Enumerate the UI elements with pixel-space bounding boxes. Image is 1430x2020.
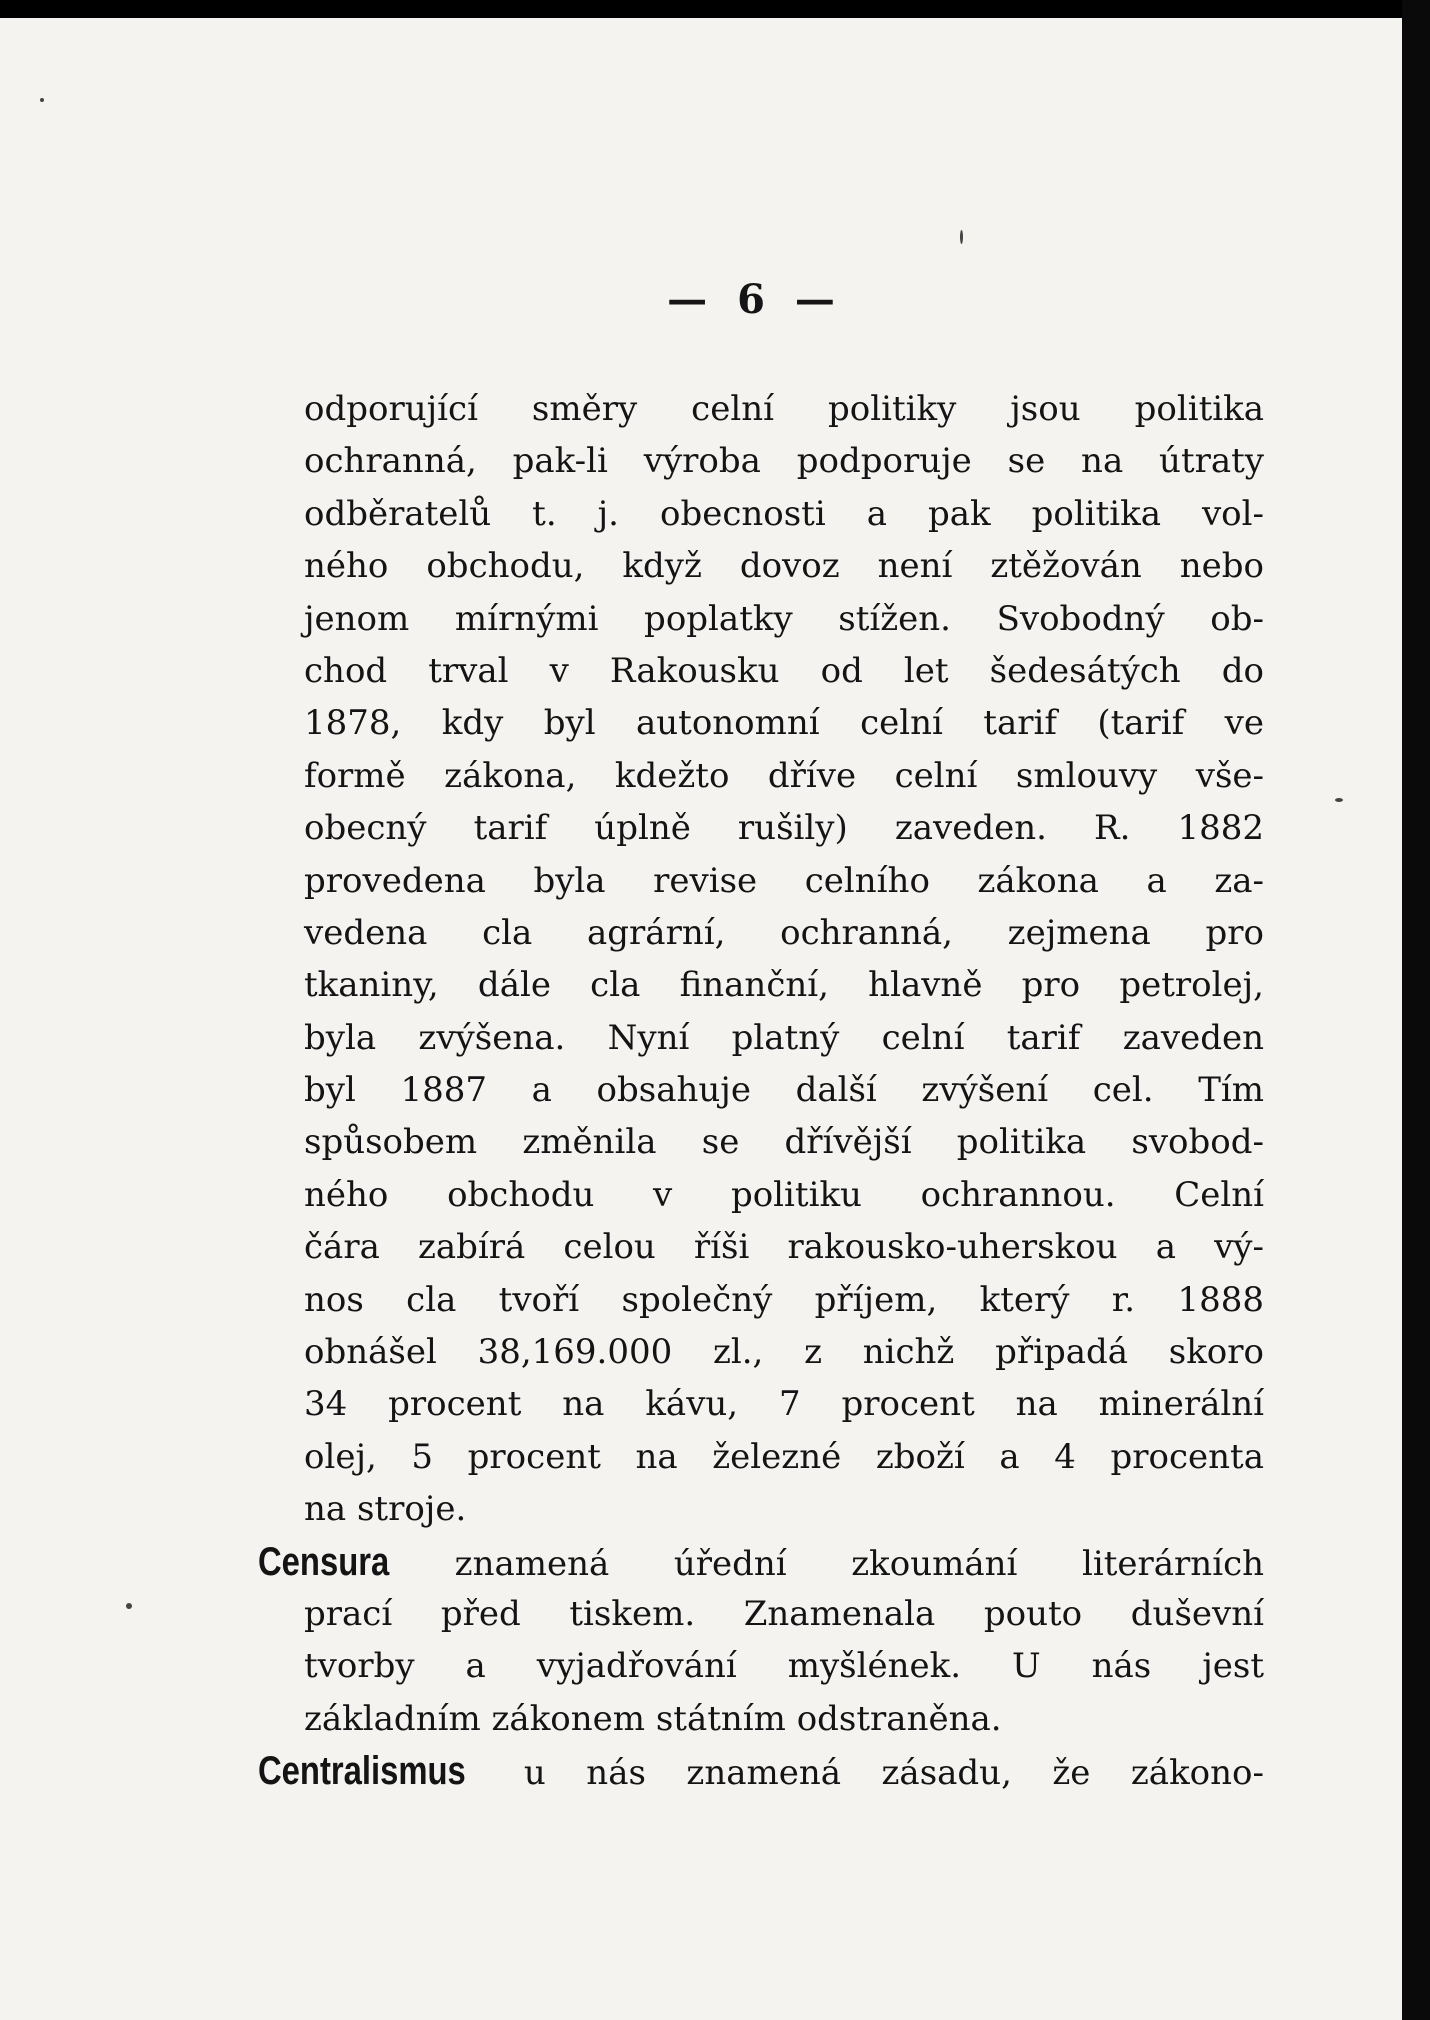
text-line: nos cla tvoří společný příjem, který r. 1888	[304, 1279, 1264, 1320]
page-edge	[1402, 0, 1430, 2020]
text-line: odběratelů t. j. obecnosti a pak politika vol-	[304, 493, 1264, 534]
text-line: provedena byla revise celního zákona a za-	[304, 860, 1264, 901]
text-line: čára zabírá celou říši rakousko-uherskou a vý-	[304, 1227, 1264, 1268]
text-line: formě zákona, kdežto dříve celní smlouvy vše-	[304, 755, 1264, 796]
page-number: — 6 —	[667, 276, 843, 323]
print-speck	[126, 1603, 132, 1609]
text-line: ného obchodu, když dovoz není ztěžován nebo	[304, 546, 1264, 587]
entry-centralismus	[258, 1745, 1264, 1797]
print-speck	[960, 230, 963, 244]
text-line: na stroje.	[304, 1489, 467, 1530]
print-speck	[1335, 798, 1343, 802]
text-line: obnášel 38,169.000 zl., z nichž připadá skoro	[304, 1332, 1264, 1373]
text-line: 34 procent na kávu, 7 procent na minerální	[304, 1384, 1264, 1425]
entry-first-line	[258, 1536, 1264, 1588]
body-text	[258, 383, 1265, 1798]
book-page	[0, 18, 1402, 2020]
text-line: tvorby a vyjadřování myšlének. U nás jest	[304, 1646, 1264, 1687]
text-line: ného obchodu v politiku ochrannou. Celní	[304, 1174, 1264, 1215]
text-line: prací před tiskem. Znamenala pouto duševní	[304, 1593, 1264, 1634]
text-line: spůsobem změnila se dřívější politika svobod-	[304, 1122, 1264, 1163]
entry-first-line	[258, 1745, 1264, 1797]
headword-censura: Censura	[258, 1539, 390, 1584]
text-line: odporující směry celní politiky jsou politika	[304, 389, 1264, 429]
headword-centralismus: Centralismus	[258, 1749, 466, 1794]
text-line: byla zvýšena. Nyní platný celní tarif zaveden	[304, 1017, 1264, 1058]
text-line: ochranná, pak-li výroba podporuje se na útraty	[304, 441, 1264, 482]
text-line: vedena cla agrární, ochranná, zejmena pro	[304, 912, 1264, 953]
paragraph-tariff	[304, 383, 1264, 1536]
entry-text: u nás znamená zásadu, že zákono-	[523, 1753, 1264, 1794]
text-line: 1878, kdy byl autonomní celní tarif (tarif ve	[304, 703, 1264, 744]
text-line: byl 1887 a obsahuje další zvýšení cel. Tím	[304, 1070, 1264, 1111]
print-speck	[40, 98, 44, 102]
text-line: jenom mírnými poplatky stížen. Svobodný ob-	[304, 598, 1264, 639]
entry-text: znamená úřední zkoumání literárních	[454, 1543, 1265, 1584]
text-line: obecný tarif úplně rušily) zaveden. R. 1882	[304, 808, 1264, 849]
text-line: olej, 5 procent na železné zboží a 4 procenta	[304, 1436, 1264, 1477]
text-line: tkaniny, dále cla finanční, hlavně pro petrolej,	[304, 965, 1264, 1006]
text-line: základním zákonem státním odstraněna.	[304, 1698, 1002, 1739]
entry-censura	[258, 1536, 1265, 1746]
text-line: chod trval v Rakousku od let šedesátých do	[304, 650, 1264, 691]
